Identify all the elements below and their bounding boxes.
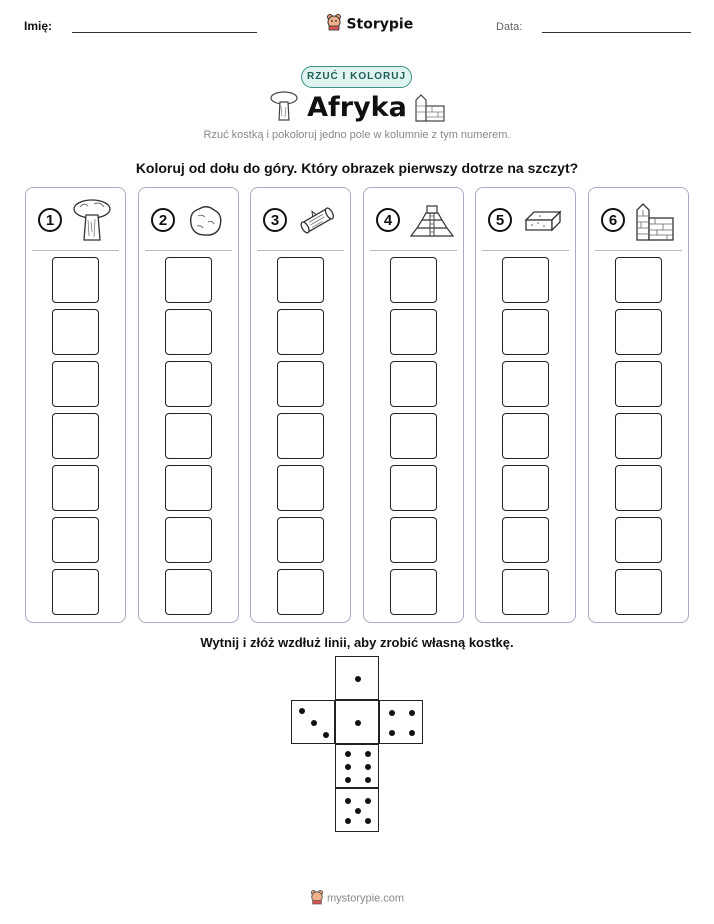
color-box[interactable] xyxy=(277,413,324,459)
column-divider xyxy=(257,250,344,251)
color-box[interactable] xyxy=(165,361,212,407)
die-pip xyxy=(365,818,371,824)
color-box[interactable] xyxy=(390,413,437,459)
color-box[interactable] xyxy=(615,257,662,303)
color-box[interactable] xyxy=(277,465,324,511)
die-face-4 xyxy=(379,700,423,744)
column-divider xyxy=(482,250,569,251)
die-pip xyxy=(365,764,371,770)
die-face-1 xyxy=(335,656,379,700)
column-number: 2 xyxy=(151,208,175,232)
activity-tag: RZUĆ I KOLORUJ xyxy=(301,66,412,88)
color-box[interactable] xyxy=(165,465,212,511)
column-number: 4 xyxy=(376,208,400,232)
instruction: Koloruj od dołu do góry. Który obrazek pierwszy dotrze na szczyt? xyxy=(135,160,579,176)
die-pip xyxy=(389,730,395,736)
color-box[interactable] xyxy=(502,257,549,303)
color-box[interactable] xyxy=(52,309,99,355)
color-box[interactable] xyxy=(502,517,549,563)
column-number: 3 xyxy=(263,208,287,232)
color-box[interactable] xyxy=(277,569,324,615)
color-box[interactable] xyxy=(390,309,437,355)
column-number: 1 xyxy=(38,208,62,232)
name-field[interactable] xyxy=(72,32,257,33)
name-label: Imię: xyxy=(24,19,53,33)
color-box[interactable] xyxy=(277,309,324,355)
die-pip xyxy=(299,708,305,714)
die-pip xyxy=(355,808,361,814)
color-box[interactable] xyxy=(615,465,662,511)
footer xyxy=(0,889,714,908)
die-pip xyxy=(409,710,415,716)
color-box[interactable] xyxy=(390,465,437,511)
color-box[interactable] xyxy=(52,257,99,303)
cut-instruction: Wytnij i złóż wzdłuż linii, aby zrobić własną kostkę. xyxy=(200,635,514,650)
column-divider xyxy=(145,250,232,251)
brand-name: Storypie xyxy=(346,16,414,33)
die-pip xyxy=(345,777,351,783)
color-box[interactable] xyxy=(52,569,99,615)
color-box[interactable] xyxy=(277,517,324,563)
subtitle: Rzuć kostką i pokoloruj jedno pole w kolumnie z tym numerem. xyxy=(203,129,511,141)
color-box[interactable] xyxy=(502,569,549,615)
color-box[interactable] xyxy=(615,361,662,407)
die-pip xyxy=(345,764,351,770)
color-box[interactable] xyxy=(615,413,662,459)
color-box[interactable] xyxy=(52,413,99,459)
ruins-decoration-icon xyxy=(413,92,447,127)
color-box[interactable] xyxy=(502,413,549,459)
die-pip xyxy=(345,798,351,804)
column-2 xyxy=(138,187,239,623)
color-box[interactable] xyxy=(502,361,549,407)
column-number: 6 xyxy=(601,208,625,232)
color-box[interactable] xyxy=(502,465,549,511)
brand-logo xyxy=(326,13,413,33)
die-pip xyxy=(323,732,329,738)
column-3 xyxy=(250,187,351,623)
scroll-icon xyxy=(295,198,343,242)
date-label: Data: xyxy=(496,21,523,33)
brick-icon xyxy=(520,198,568,242)
color-box[interactable] xyxy=(615,309,662,355)
column-6 xyxy=(588,187,689,623)
color-box[interactable] xyxy=(165,257,212,303)
color-box[interactable] xyxy=(277,361,324,407)
die-pip xyxy=(311,720,317,726)
column-4 xyxy=(363,187,464,623)
pyramid-icon xyxy=(408,198,456,242)
color-box[interactable] xyxy=(165,413,212,459)
die-pip xyxy=(345,751,351,757)
die-pip xyxy=(355,676,361,682)
die-face-5 xyxy=(335,788,379,832)
die-pip xyxy=(365,751,371,757)
die-pip xyxy=(345,818,351,824)
page-title: Afryka xyxy=(307,92,407,123)
color-box[interactable] xyxy=(390,517,437,563)
color-box[interactable] xyxy=(390,257,437,303)
date-field[interactable] xyxy=(542,32,691,33)
die-face-3 xyxy=(291,700,335,744)
color-box[interactable] xyxy=(165,309,212,355)
die-pip xyxy=(389,710,395,716)
storypie-bear-icon xyxy=(326,13,342,36)
die-pip xyxy=(409,730,415,736)
stone-ruins-icon xyxy=(633,198,681,242)
color-box[interactable] xyxy=(165,569,212,615)
column-divider xyxy=(370,250,457,251)
footer-url: mystorypie.com xyxy=(327,892,405,905)
color-box[interactable] xyxy=(502,309,549,355)
color-box[interactable] xyxy=(390,361,437,407)
color-box[interactable] xyxy=(615,569,662,615)
color-box[interactable] xyxy=(52,517,99,563)
color-box[interactable] xyxy=(277,257,324,303)
die-pip xyxy=(365,798,371,804)
color-box[interactable] xyxy=(52,361,99,407)
column-divider xyxy=(595,250,682,251)
column-number: 5 xyxy=(488,208,512,232)
die-pip xyxy=(355,720,361,726)
rock-icon xyxy=(183,198,231,242)
baobab-tree-icon xyxy=(70,198,118,242)
color-box[interactable] xyxy=(165,517,212,563)
color-box[interactable] xyxy=(52,465,99,511)
column-1 xyxy=(25,187,126,623)
color-box[interactable] xyxy=(390,569,437,615)
color-box[interactable] xyxy=(615,517,662,563)
die-face-6 xyxy=(335,744,379,788)
column-5 xyxy=(475,187,576,623)
die-pip xyxy=(365,777,371,783)
die-face-1 xyxy=(335,700,379,744)
column-divider xyxy=(32,250,119,251)
footer-bear-icon xyxy=(310,889,324,908)
